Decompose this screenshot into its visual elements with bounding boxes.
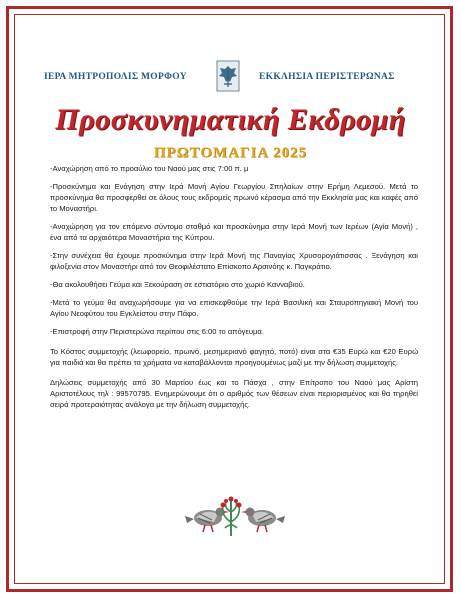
double-headed-eagle-icon bbox=[216, 60, 240, 92]
page-title: Προσκυνηματική Εκδρομή bbox=[55, 103, 406, 136]
paragraph-lunch: -Θα ακολουθήσει Γεύμα και Ξεκούραση σε εστιατόριο στο χωριό Κανναβιού. bbox=[50, 280, 305, 289]
vine-icon bbox=[221, 497, 242, 537]
paragraph-cost: Το Κόστος συμμετοχής (λεωφορείο, πρωινό, μεσημεριανό φαγητό, ποτό) είναι στα €35 Ευρώ και €20 Ευρώ για παιδιά και θα πρέπει τα χρήματα να καταβάλλονται προηγουμένως μαζί με την δήλωση συμμετοχής. bbox=[50, 347, 418, 367]
page-subtitle: ΠΡΩΤΟΜΑΓΙΑ 2025 bbox=[153, 145, 308, 161]
paragraph-third-visit: -Στην συνέχεια θα έχουμε προσκύνημα στην Ιερά Μονή της Παναγίας Χρυσορογιάτισσας . Ξενάγηση και φιλοξενία στον Μοναστήρι από τον Θεοφιλέστατο Επίσκοπο Αρσινόης κ. Παγκράτιο. bbox=[50, 251, 418, 271]
org-left-label: ΙΕΡΑ ΜΗΤΡΟΠΟΛΙΣ ΜΟΡΦΟΥ bbox=[44, 72, 187, 82]
byzantine-birds-vine-icon bbox=[0, 492, 461, 544]
paragraph-fourth-visit: -Μετά το γεύμα θα αναχωρήσουμε για να επισκεφθούμε την Ιερά Βασιλική και Σταυροπηγιακή Μονή του Αγίου Νεοφύτου του Εγκλείστου στην Πάφο. bbox=[50, 298, 418, 318]
body-text bbox=[50, 163, 418, 417]
org-right-label: ΕΚΚΛΗΣΙΑ ΠΕΡΙΣΤΕΡΩΝΑΣ bbox=[259, 72, 395, 82]
right-bird-icon bbox=[241, 508, 285, 533]
paragraph-departure: -Αναχώρηση από το προαύλιο του Ναού μας στις 7:00 π. μ bbox=[50, 164, 249, 173]
paragraph-second-visit: -Αναχώρηση για τον επόμενο σύντομο σταθμό και προσκύνημα στην Ιερά Μονή των Ιερέων (Αγία Μονή) , ένα από τα αρχαιότερα Μοναστήρια της Κύπρου. bbox=[50, 222, 418, 242]
paragraph-first-visit: -Προσκύνημα και Ενάγηση στην Ιερά Μονή Αγίου Γεωργίου Σπηλαίων στην Ερήμη Λεμεσού. Μετά το προσκύνημα θα προσφερθεί σε όλους τους εκδρομείς πρωινό κέρασμα από την Εκκλησία μας και καφές από το Μοναστήρι. bbox=[50, 182, 418, 213]
paragraph-return: -Επιστροφή στην Περιστερώνα περίπου στις 6:00 το απόγευμα. bbox=[50, 327, 264, 336]
header bbox=[24, 60, 437, 96]
paragraph-registration: Δηλώσεις συμμετοχής από 30 Μαρτίου έως και το Πάσχα , στην Επίτροπο του Ναού μας Αρίστη Αριστοτέλους τηλ : 99570795. Ενημερώνουμε ότι ο αριθμός των θέσεων είναι περιορισμένος και θα τηρηθεί σειρά προτεραιότητας ανάλογα με την δήλωση συμμετοχής. bbox=[50, 378, 418, 409]
